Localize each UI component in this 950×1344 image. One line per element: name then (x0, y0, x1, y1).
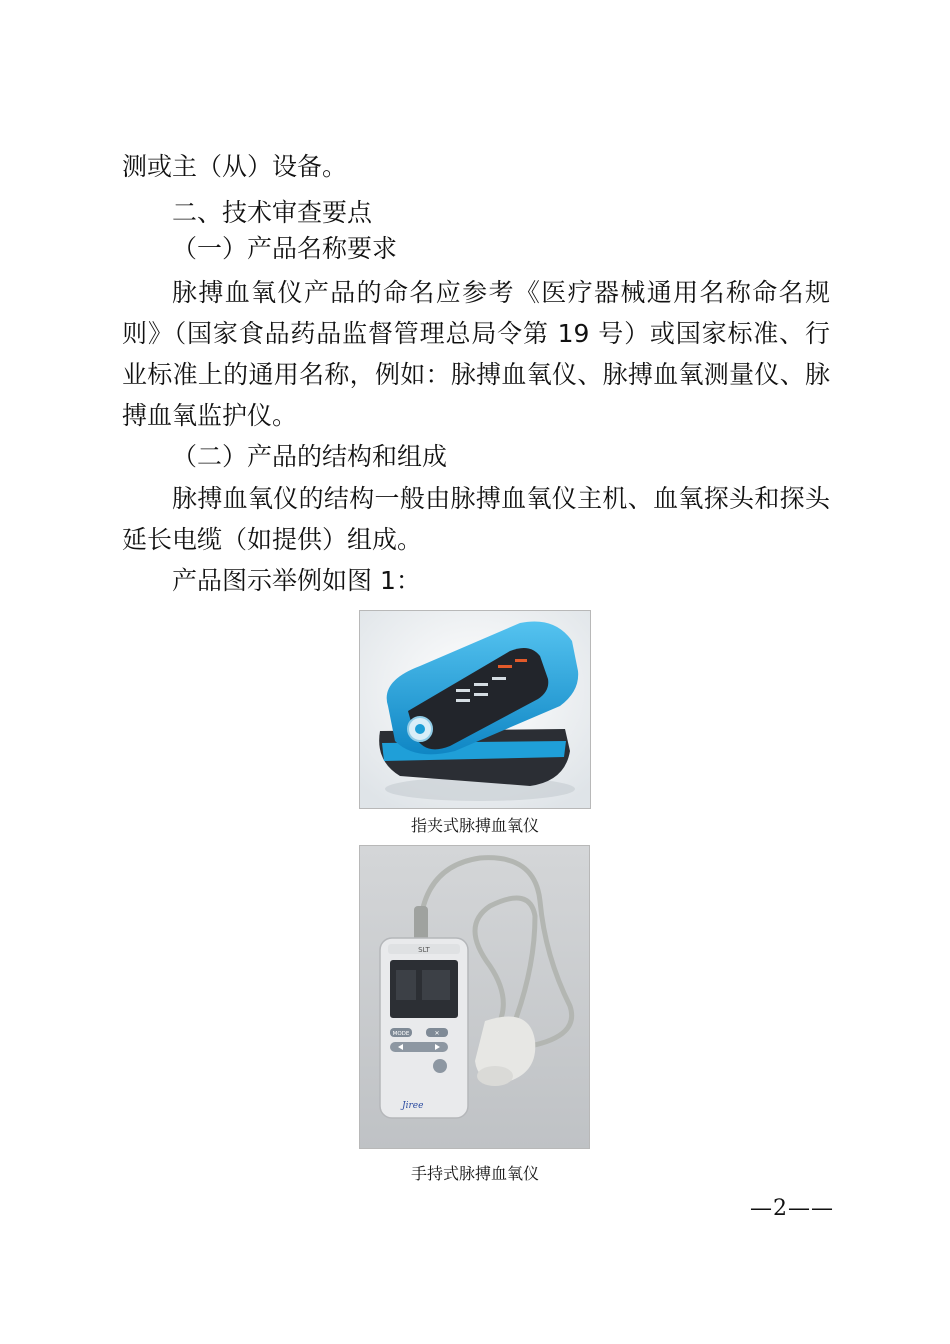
device-top-label: SLT (418, 946, 430, 954)
page-number: —2—— (750, 1196, 834, 1221)
section-heading: 二、技术审查要点 (172, 198, 373, 227)
subsection-heading-name: （一）产品名称要求 (172, 234, 398, 263)
fingertip-oximeter-illustration (360, 611, 590, 808)
mode-key-label: MODE (392, 1031, 410, 1037)
figure-caption-fingertip: 指夹式脉搏血氧仪 (410, 816, 539, 835)
handheld-oximeter-image (359, 845, 590, 1149)
figure-caption-handheld: 手持式脉搏血氧仪 (410, 1164, 539, 1183)
fingertip-oximeter-image (359, 610, 591, 809)
subsection-heading-structure: （二）产品的结构和组成 (172, 442, 448, 471)
paragraph-figure-intro: 产品图示举例如图 1： (172, 566, 421, 595)
device-brand-label: Jiree (402, 1101, 424, 1111)
paragraph-naming: 脉搏血氧仪产品的命名应参考《医疗器械通用名称命名规则》（国家食品药品监督管理总局令第 19 号）或国家标准、行业标准上的通用名称，例如：脉搏血氧仪、脉搏血氧测量仪、脉搏血氧监护仪。 (122, 278, 830, 430)
paragraph-continuation: 测或主（从）设备。 (122, 152, 348, 181)
paragraph-structure: 脉搏血氧仪的结构一般由脉搏血氧仪主机、血氧探头和探头延长电缆（如提供）组成。 (122, 484, 830, 554)
handheld-oximeter-illustration (360, 846, 589, 1148)
alarm-key-label: ✕ (434, 1030, 440, 1037)
